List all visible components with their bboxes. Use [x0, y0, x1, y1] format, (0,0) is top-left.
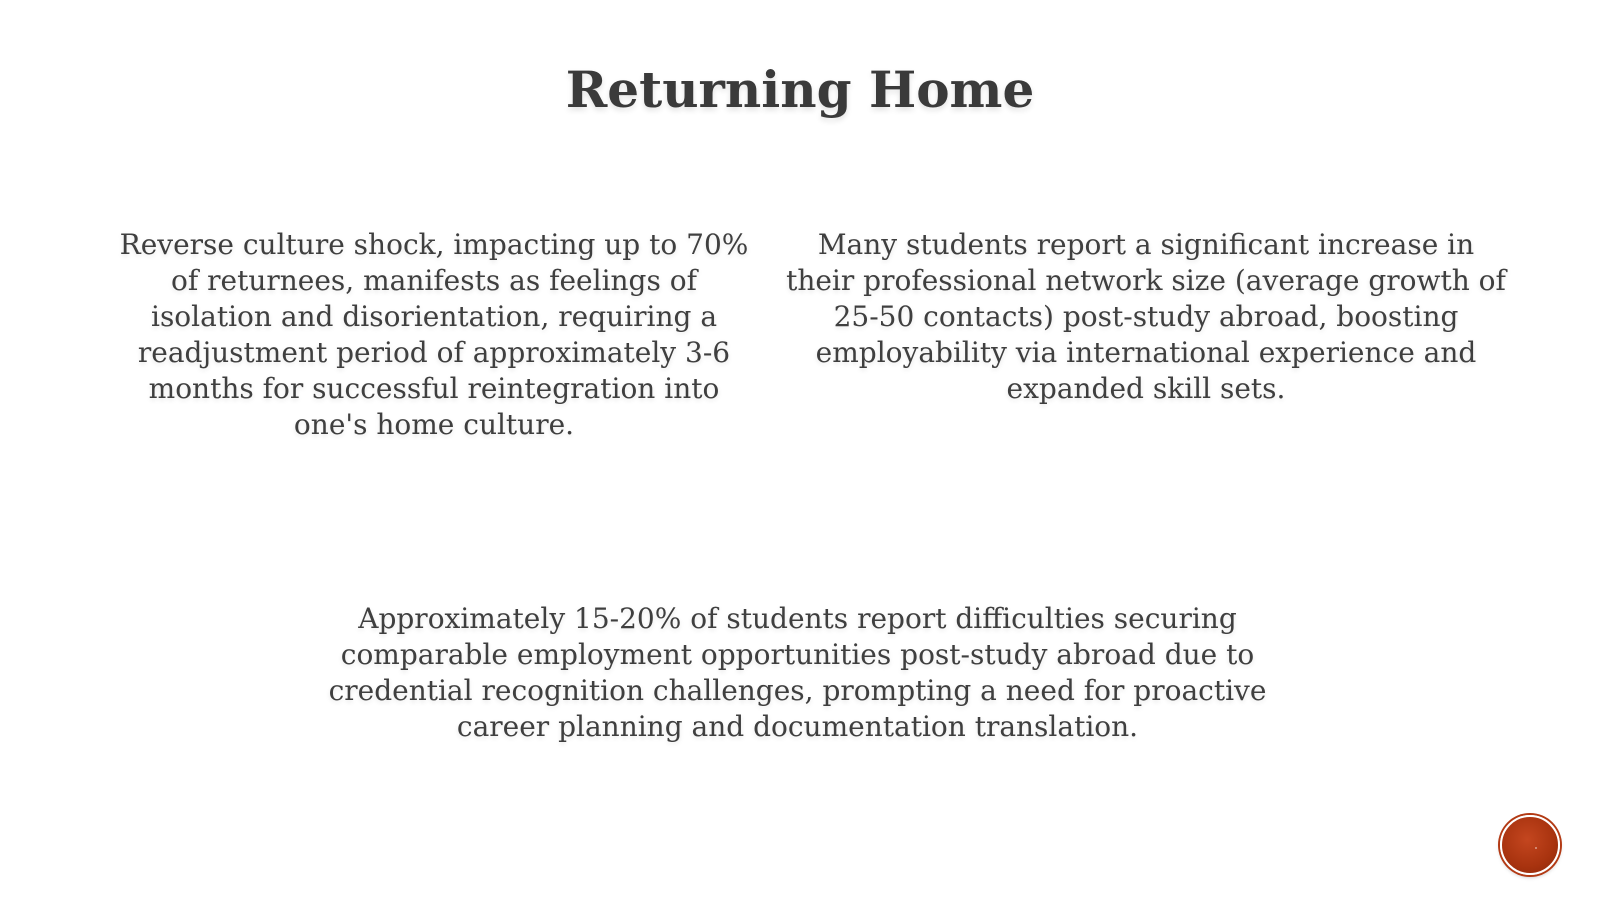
- text-block-employment-difficulties: Approximately 15-20% of students report difficulties securing comparable employment opportunities post-study abroad due to credential recognition challenges, prompting a need for proactive career planning and documentation translation.: [328, 602, 1267, 743]
- text-block-professional-network: Many students report a significant increase in their professional network size (average growth of 25-50 contacts) post-study abroad, boosting employability via international experience and expanded skill sets.: [786, 228, 1506, 405]
- circle-nav-icon: [1535, 847, 1537, 849]
- slide-title: Returning Home: [565, 60, 1035, 119]
- text-block-reverse-culture-shock: Reverse culture shock, impacting up to 70% of returnees, manifests as feelings of isolation and disorientation, requiring a readjustment period of approximately 3-6 months for successful reintegration into one's home culture.: [119, 228, 749, 441]
- slide-nav-button[interactable]: [1500, 815, 1560, 875]
